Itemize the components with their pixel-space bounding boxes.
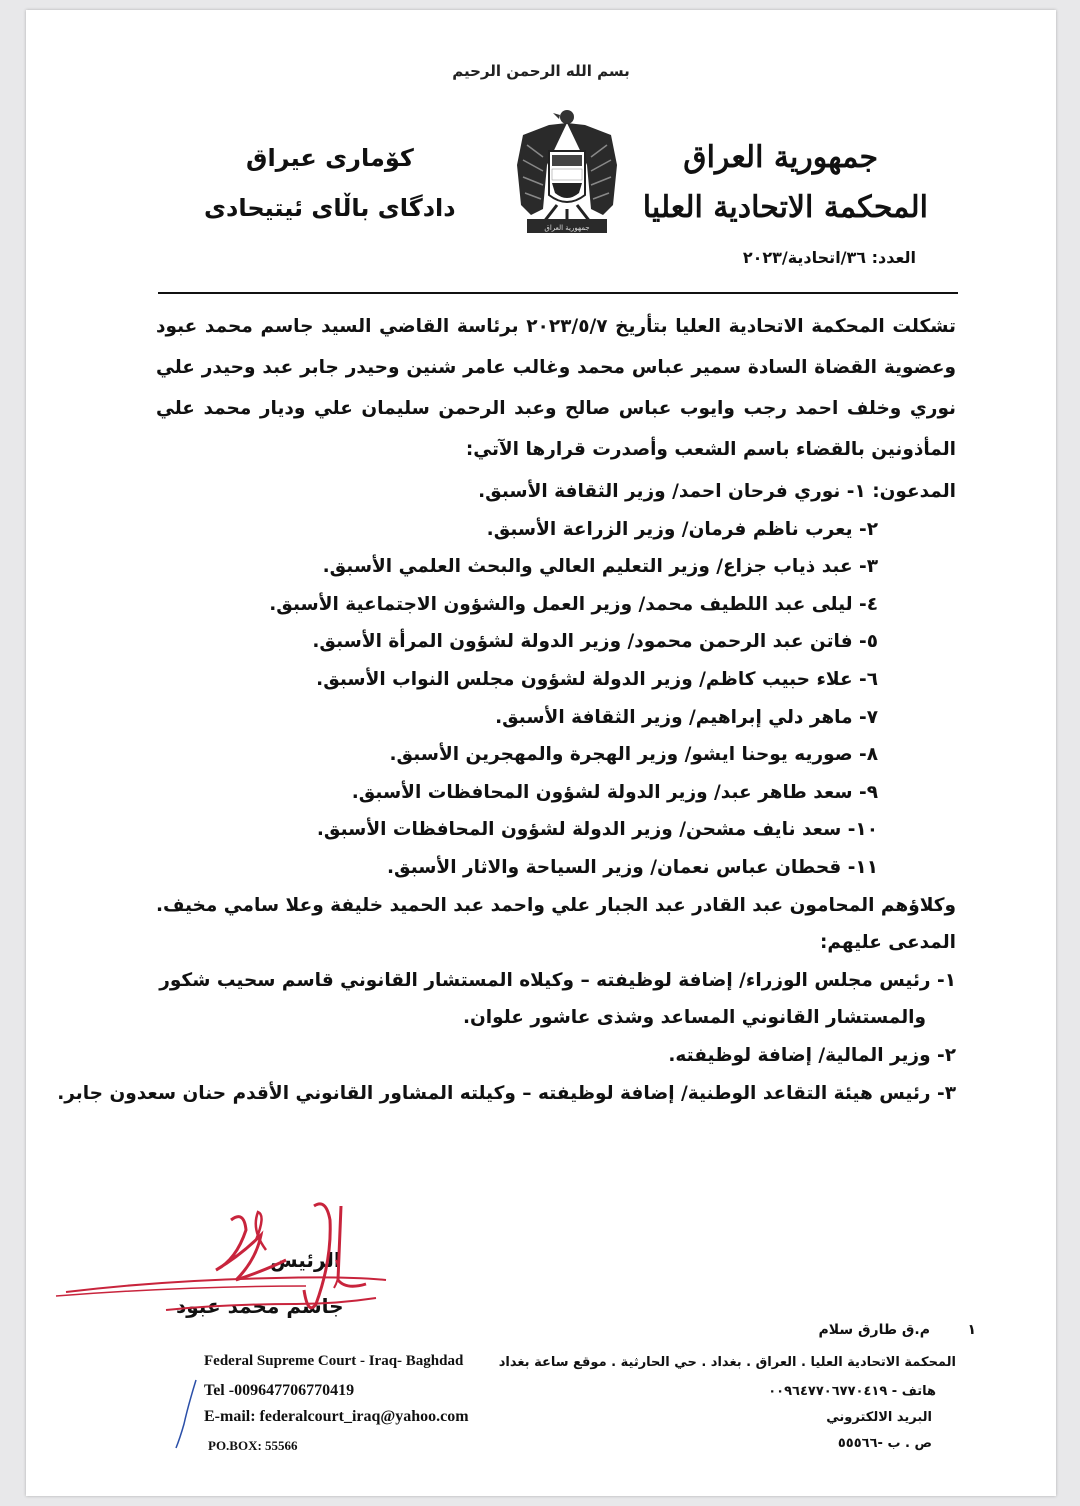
handwritten-signature (46, 1200, 426, 1330)
document-page (26, 10, 1056, 1496)
footer-ar-email-label: البريد الالكتروني (826, 1410, 932, 1425)
list-item-plaintiff: ٩- سعد طاهر عبد/ وزير الدولة لشؤون المحافظات الأسبق. (351, 781, 878, 803)
list-item-plaintiff: ٢- يعرب ناظم فرمان/ وزير الزراعة الأسبق. (486, 518, 878, 540)
plaintiffs-label: المدعون: (872, 481, 956, 502)
plaintiffs-list (57, 473, 956, 1112)
defendants-label: المدعى عليهم: (819, 932, 956, 954)
attorneys-line: وكلاؤهم المحامون عبد القادر عبد الجبار علي واحمد عبد الحميد خليفة وعلا سامي مخيف. (155, 894, 956, 916)
pen-mark (172, 1376, 202, 1452)
list-item-defendant: ١- رئيس مجلس الوزراء/ إضافة لوظيفته – وكيلاه المستشار القانوني قاسم سحيب شكور (159, 969, 956, 991)
list-item-defendant: ٣- رئيس هيئة التقاعد الوطنية/ إضافة لوظيفته – وكيلته المشاور القانوني الأقدم حنان سعدون جابر. (57, 1082, 956, 1104)
footer-ar-pobox: ص . ب -٥٥٥٦٦ (837, 1436, 932, 1451)
footer-ar-address: المحكمة الاتحادية العليا . العراق . بغداد . حي الحارثية . موقع ساعة بغداد (498, 1355, 956, 1370)
typist-initials: م.ق طارق سلام (818, 1322, 930, 1338)
footer-en-pobox: PO.BOX: 55566 (208, 1438, 298, 1453)
basmala: بسم الله الرحمن الرحيم (452, 62, 630, 80)
footer-en-email: E-mail: federalcourt_iraq@yahoo.com (204, 1408, 469, 1425)
page-number: ١ (967, 1322, 976, 1338)
header-ku-court: دادگای باڵای ئیتیحادی (204, 194, 456, 222)
iraq-eagle-emblem (513, 105, 621, 245)
list-item-plaintiff: ٦- علاء حبيب كاظم/ وزير الدولة لشؤون مجلس النواب الأسبق. (316, 668, 878, 690)
footer-ar-phone: هاتف - ٠٠٩٦٤٧٧٠٦٧٧٠٤١٩ (768, 1384, 936, 1399)
header-ar-court: المحكمة الاتحادية العليا (642, 190, 928, 225)
list-item-plaintiff: ١٠- سعد نايف مشحن/ وزير الدولة لشؤون المحافظات الأسبق. (316, 819, 878, 841)
list-item-defendant-cont: والمستشار القانوني المساعد وشذى عاشور علوان. (462, 1007, 926, 1029)
footer-en-tel: Tel -009647706770419 (204, 1382, 355, 1399)
intro-paragraph: تشكلت المحكمة الاتحادية العليا بتأريخ ٢٠٢٣/٥/٧ برئاسة القاضي السيد جاسم محمد عبود وعضوية القضاة السادة سمير عباس محمد وغالب عامر شنين وحيدر جابر عبد وحيدر علي نوري وخلف احمد رجب وايوب عباس صالح وعبد الرحمن سليمان علي وديار محمد علي المأذونين بالقضاء باسم الشعب وأصدرت قرارها الآتي: (156, 316, 956, 460)
list-item-plaintiff: ٨- صوريه يوحنا ايشو/ وزير الهجرة والمهجرين الأسبق. (389, 744, 878, 766)
list-item-plaintiff: ٤- ليلى عبد اللطيف محمد/ وزير العمل والشؤون الاجتماعية الأسبق. (269, 593, 878, 615)
emblem-caption: جمهورية العراق (544, 224, 590, 232)
list-item-plaintiff: ٧- ماهر دلي إبراهيم/ وزير الثقافة الأسبق. (495, 706, 878, 728)
footer-en-address: Federal Supreme Court - Iraq- Baghdad (204, 1353, 464, 1369)
list-item-defendant: ٢- وزير المالية/ إضافة لوظيفته. (668, 1044, 956, 1066)
list-item-plaintiff: ٣- عبد ذياب جزاع/ وزير التعليم العالي والبحث العلمي الأسبق. (322, 556, 878, 578)
list-item-plaintiff: ٥- فاتن عبد الرحمن محمود/ وزير الدولة لشؤون المرأة الأسبق. (312, 631, 878, 653)
list-item-plaintiff: ١١- قحطان عباس نعمان/ وزير السياحة والاثار الأسبق. (386, 856, 878, 878)
header-divider (158, 292, 958, 294)
list-item-plaintiff: المدعون: ١- نوري فرحان احمد/ وزير الثقافة الأسبق. (478, 481, 956, 502)
signature-name: جاسم محمد عبود (176, 1294, 344, 1318)
signature-title: الرئيس (270, 1248, 341, 1272)
header-ku-country: كۆمارى عيراق (246, 144, 414, 172)
case-number: العدد: ٣٦/اتحادية/٢٠٢٣ (742, 248, 916, 267)
header-ar-country: جمهورية العراق (683, 140, 878, 175)
